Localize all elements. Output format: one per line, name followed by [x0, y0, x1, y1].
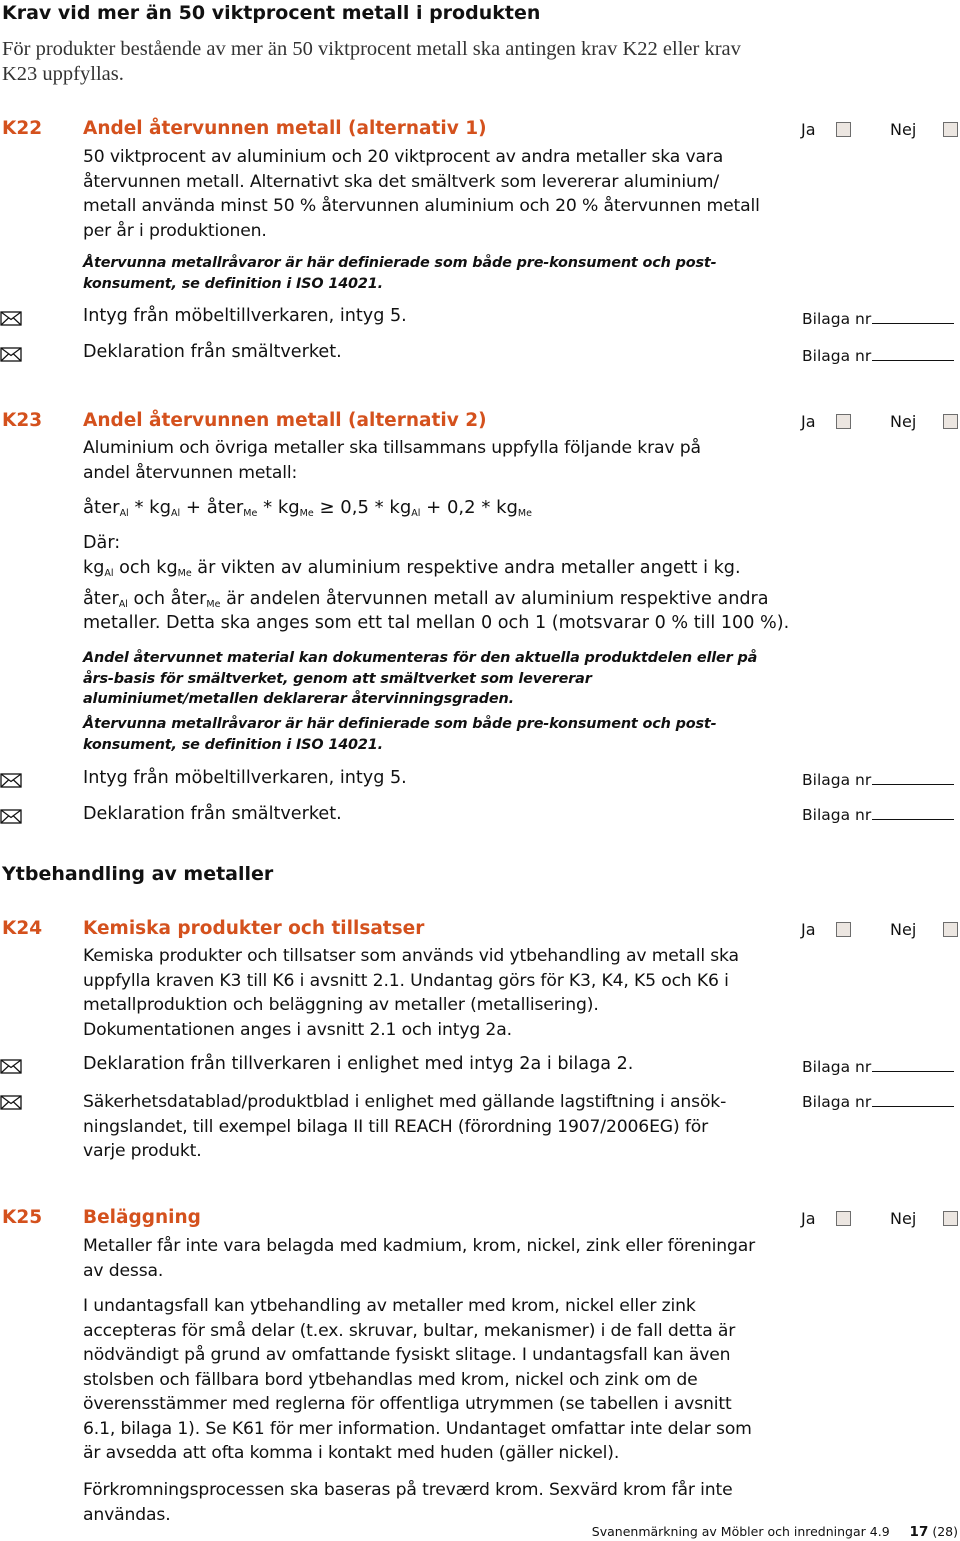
no-checkbox-k23[interactable] [943, 414, 958, 429]
yes-label: Ja [801, 1209, 816, 1228]
yes-label: Ja [801, 920, 816, 939]
requirement-code-k23: K23 [2, 410, 43, 431]
no-label: Nej [890, 120, 917, 139]
definition-share-cont: metaller. Detta ska anges som ett tal mellan 0 och 1 (motsvarar 0 % till 100 %). [83, 613, 790, 633]
yes-checkbox-k24[interactable] [836, 922, 851, 937]
formula: åter$_{Al}$ * $kg_{Al}$ + åter$_{Me}$ * $kg_{Me} \ge 0,5 * kg_{Al} + 0,2 * kg_{Me}$ [83, 497, 532, 519]
yes-checkbox-k22[interactable] [836, 122, 851, 137]
section-heading-surface: Ytbehandling av metaller [2, 863, 274, 885]
requirement-code-k25: K25 [2, 1207, 43, 1228]
envelope-icon [0, 1095, 22, 1110]
requirement-title-k22: Andel återvunnen metall (alternativ 1) [83, 118, 487, 139]
where-label: Där: [83, 533, 121, 553]
requirement-body-k25-1: Metaller får inte vara belagda med kadmium, krom, nickel, zink eller föreningar av dessa. [83, 1236, 756, 1281]
attachment-field-k23-1[interactable]: Bilaga nr [802, 770, 954, 789]
attachment-field-k22-2[interactable]: Bilaga nr [802, 346, 954, 365]
documentation-item-k23-1: Intyg från möbeltillverkaren, intyg 5. [83, 768, 407, 788]
requirement-title-k23: Andel återvunnen metall (alternativ 2) [83, 410, 487, 431]
requirement-note-k23-1: Andel återvunnet material kan dokumenteras för den aktuella produktdelen eller på års-basis för smältverket, genom att smältverket som levererar aluminiumet/metallen deklarerar återvinningsgraden. [83, 650, 758, 707]
requirement-body-k25-2: I undantagsfall kan ytbehandling av metaller med krom, nickel eller zink accepteras för små delar (t.ex. skruvar, bultar, mekanismer) i de fall detta är nödvändigt på grund av omfattande fysiskt slitage. I undantagsfall kan även stolsben och fällbara bord ytbehandlas med krom, nickel och zink om de överensstämmer med reglerna för offentliga utrymmen (se tabellen i avsnitt 6.1, bilaga 1). Se K61 för mer information. Undantaget omfattar inte delar som är avsedda att ofta komma i kontakt med huden (gäller nickel). [83, 1296, 752, 1463]
documentation-item-k22-1: Intyg från möbeltillverkaren, intyg 5. [83, 306, 407, 326]
yes-label: Ja [801, 412, 816, 431]
section-heading-metal: Krav vid mer än 50 viktprocent metall i produkten [2, 2, 541, 24]
no-label: Nej [890, 920, 917, 939]
no-label: Nej [890, 1209, 917, 1228]
intro-text: För produkter bestående av mer än 50 viktprocent metall ska antingen krav K22 eller krav K23 uppfyllas. [2, 38, 741, 85]
envelope-icon [0, 1059, 22, 1074]
documentation-item-k24-1: Deklaration från tillverkaren i enlighet med intyg 2a i bilaga 2. [83, 1054, 634, 1074]
no-checkbox-k24[interactable] [943, 922, 958, 937]
envelope-icon [0, 773, 22, 788]
attachment-field-k24-2[interactable]: Bilaga nr [802, 1092, 954, 1111]
yes-checkbox-k25[interactable] [836, 1211, 851, 1226]
yes-label: Ja [801, 120, 816, 139]
requirement-code-k22: K22 [2, 118, 43, 139]
documentation-item-k23-2: Deklaration från smältverket. [83, 804, 342, 824]
definition-share: åter$_{Al}$ och åter$_{Me}$ är andelen återvunnen metall av aluminium respektive andra [83, 589, 769, 610]
requirement-body-k23: Aluminium och övriga metaller ska tillsammans uppfylla följande krav på andel återvunnen metall: [83, 438, 701, 483]
attachment-field-k22-1[interactable]: Bilaga nr [802, 309, 954, 328]
envelope-icon [0, 347, 22, 362]
envelope-icon [0, 809, 22, 824]
requirement-note-k22: Återvunna metallråvaror är här definierade som både pre-konsument och post-konsument, se definition i ISO 14021. [83, 255, 717, 292]
no-checkbox-k22[interactable] [943, 122, 958, 137]
documentation-item-k22-2: Deklaration från smältverket. [83, 342, 342, 362]
yes-checkbox-k23[interactable] [836, 414, 851, 429]
requirement-body-k24: Kemiska produkter och tillsatser som används vid ytbehandling av metall ska uppfylla kraven K3 till K6 i avsnitt 2.1. Undantag görs för K3, K4, K5 och K6 i metallproduktion och beläggning av metaller (metallisering). Dokumentationen anges i avsnitt 2.1 och intyg 2a. [83, 946, 739, 1040]
documentation-item-k24-2: Säkerhetsdatablad/produktblad i enlighet med gällande lagstiftning i ansök-ningslandet, till exempel bilaga II till REACH (förordning 1907/2006EG) för varje produkt. [83, 1092, 727, 1161]
definition-weight: $kg_{Al}$ och $kg_{Me}$ är vikten av aluminium respektive andra metaller angett i kg. [83, 558, 741, 579]
requirement-body-k25-3: Förkromningsprocessen ska baseras på treværd krom. Sexvärd krom får inte användas. [83, 1480, 733, 1525]
attachment-field-k24-1[interactable]: Bilaga nr [802, 1057, 954, 1076]
no-label: Nej [890, 412, 917, 431]
no-checkbox-k25[interactable] [943, 1211, 958, 1226]
requirement-code-k24: K24 [2, 918, 43, 939]
envelope-icon [0, 311, 22, 326]
attachment-field-k23-2[interactable]: Bilaga nr [802, 805, 954, 824]
requirement-title-k24: Kemiska produkter och tillsatser [83, 918, 425, 939]
requirement-title-k25: Beläggning [83, 1207, 201, 1228]
page-footer: Svanenmärkning av Möbler och inredningar 4.9 17 (28) [591, 1524, 958, 1540]
requirement-note-k23-2: Återvunna metallråvaror är här definierade som både pre-konsument och post-konsument, se definition i ISO 14021. [83, 716, 717, 753]
requirement-body-k22: 50 viktprocent av aluminium och 20 viktprocent av andra metaller ska vara återvunnen metall. Alternativt ska det smältverk som levererar aluminium/ metall använda minst 50 % återvunnen aluminium och 20 % återvunnen metall per år i produktionen. [83, 147, 760, 241]
